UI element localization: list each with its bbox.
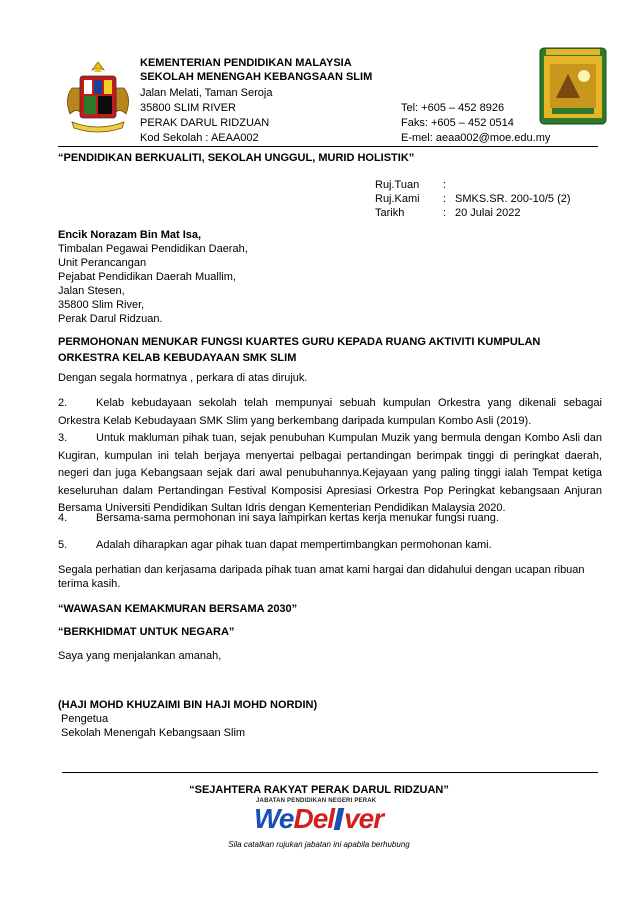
footer-slogan: “SEJAHTERA RAKYAT PERAK DARUL RIDZUAN” [189, 784, 449, 796]
subject-line-2: ORKESTRA KELAB KEBUDAYAAN SMK SLIM [58, 352, 297, 364]
paragraph-text: Adalah diharapkan agar pihak tuan dapat mempertimbangkan permohonan kami. [96, 539, 492, 551]
telephone: Tel: +605 – 452 8926 [401, 102, 505, 114]
recipient-line: Pejabat Pendidikan Daerah Muallim, [58, 271, 236, 283]
school-name: SEKOLAH MENENGAH KEBANGSAAN SLIM [140, 71, 373, 83]
ref-label: Ruj.Tuan [375, 179, 420, 191]
paragraph-2 [58, 395, 602, 430]
recipient-line: Unit Perancangan [58, 257, 147, 269]
fax: Faks: +605 – 452 0514 [401, 117, 514, 129]
signoff-line: Saya yang menjalankan amanah, [58, 650, 222, 662]
subject-line-1: PERMOHONAN MENUKAR FUNGSI KUARTES GURU KEPADA RUANG AKTIVITI KUMPULAN [58, 336, 541, 348]
email: E-mel: aeaa002@moe.edu.my [401, 132, 551, 144]
recipient-block [58, 228, 248, 326]
school-badge-logo [538, 46, 608, 126]
footer-note: Sila catatkan rujukan jabatan ini apabila berhubung [228, 840, 410, 849]
logo-i-bar [334, 808, 345, 830]
signature-block [58, 698, 317, 740]
slogan-wawasan: “WAWASAN KEMAKMURAN BERSAMA 2030” [58, 603, 298, 615]
paragraph-5 [58, 537, 602, 555]
recipient-line: Timbalan Pegawai Pendidikan Daerah, [58, 243, 248, 255]
paragraph-number: 4. [58, 512, 68, 524]
ref-sep: : [443, 193, 447, 205]
logo-we: We [254, 803, 294, 834]
paragraph-4 [58, 510, 602, 528]
paragraph-number: 3. [58, 432, 68, 444]
ref-row [375, 192, 571, 206]
ref-label: Ruj.Kami [375, 193, 420, 205]
ref-sep: : [443, 207, 447, 219]
recipient-name: Encik Norazam Bin Mat Isa, [58, 229, 202, 241]
slogan-berkhidmat: “BERKHIDMAT UNTUK NEGARA” [58, 626, 235, 638]
recipient-line: Perak Darul Ridzuan. [58, 313, 163, 325]
logo-deliver: Del [293, 803, 335, 834]
paragraph-text: Kelab kebudayaan sekolah telah mempunyai sebuah kumpulan Orkestra yang dikenali sebagai Orkestra Kelab Kebudayaan SMK Slim yang berkembang daripada kumpulan Kombo Asli (2019). [58, 397, 602, 427]
logo-ver: ver [344, 803, 384, 834]
reference-block [375, 178, 571, 220]
paragraph-3 [58, 430, 602, 518]
closing-paragraph: Segala perhatian dan kerjasama daripada pihak tuan amat kami hargai dan didahului dengan ucapan ribuan terima kasih. [58, 564, 585, 590]
paragraph-text: Untuk makluman pihak tuan, sejak penubuhan Kumpulan Muzik yang bermula dengan Kombo Asli dan Kugiran, kumpulan ini telah berjaya menyertai pelbagai pertandingan berimpak tinggi di peringkat daerah, negeri dan juga Kebangsaan sejak dari awal penubuhannya.Kejayaan yang paling tinggi ialah Tempat ketiga keseluruhan dalam Pertandingan Festival Komposisi Apresiasi Orkestra Pop Peringkat kebangsaan Anjuran Bersama Universiti Pendidikan Sultan Idris dengan Kementerian Pendidikan Malaysia 2020. [58, 432, 602, 514]
greeting: Dengan segala hormatnya , perkara di atas dirujuk. [58, 372, 308, 384]
footer-divider [62, 772, 598, 773]
ref-value: 20 Julai 2022 [455, 207, 521, 219]
ref-row [375, 178, 571, 192]
ref-sep: : [443, 179, 447, 191]
logo-caption: JABATAN PENDIDIKAN NEGERI PERAK [256, 798, 377, 804]
logo-wordmark [254, 804, 383, 834]
signatory-title: Pengetua [61, 713, 109, 725]
ref-row [375, 206, 571, 220]
we-deliver-logo [238, 798, 418, 836]
signatory-org: Sekolah Menengah Kebangsaan Slim [61, 727, 246, 739]
subject-block [58, 334, 540, 366]
coat-of-arms-logo [58, 58, 138, 138]
recipient-line: Jalan Stesen, [58, 285, 125, 297]
header-divider [58, 146, 598, 147]
ref-label: Tarikh [375, 207, 405, 219]
address-line-2: 35800 SLIM RIVER [140, 102, 236, 114]
school-motto: “PENDIDIKAN BERKUALITI, SEKOLAH UNGGUL, MURID HOLISTIK” [58, 152, 415, 164]
ref-value: SMKS.SR. 200-10/5 (2) [455, 193, 571, 205]
paragraph-number: 5. [58, 539, 68, 551]
recipient-line: 35800 Slim River, [58, 299, 145, 311]
signatory-name: (HAJI MOHD KHUZAIMI BIN HAJI MOHD NORDIN) [58, 699, 318, 711]
ministry-name: KEMENTERIAN PENDIDIKAN MALAYSIA [140, 57, 352, 69]
paragraph-text: Bersama-sama permohonan ini saya lampirkan kertas kerja menukar fungsi ruang. [96, 512, 499, 524]
address-line-1: Jalan Melati, Taman Seroja [140, 87, 273, 99]
school-code: Kod Sekolah : AEAA002 [140, 132, 259, 144]
address-line-3: PERAK DARUL RIDZUAN [140, 117, 270, 129]
paragraph-number: 2. [58, 397, 68, 409]
